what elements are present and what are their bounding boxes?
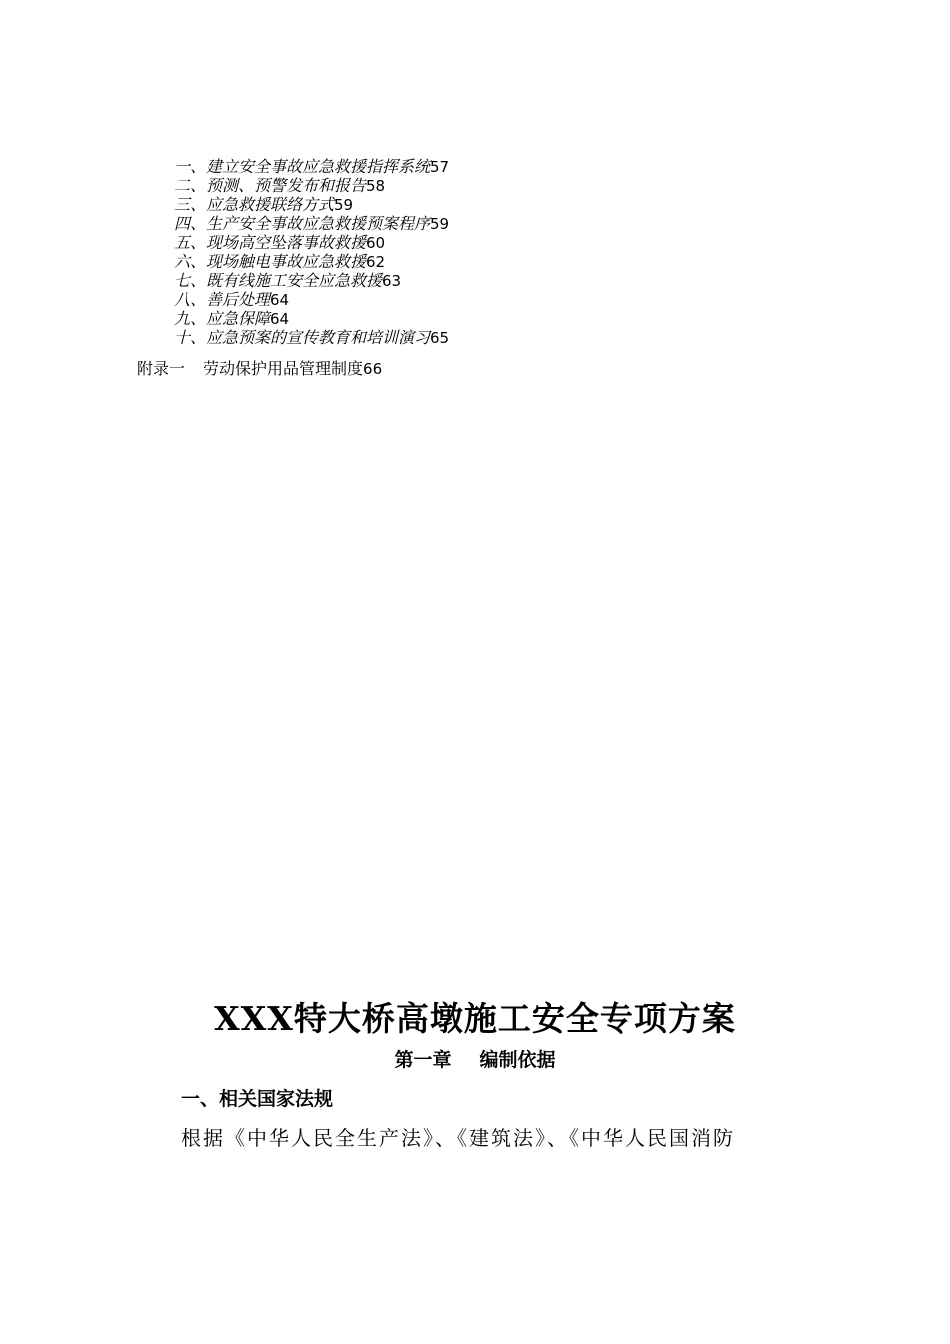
toc-entry-page: 58 — [366, 177, 386, 195]
document-title: XXX特大桥高墩施工安全专项方案 — [214, 999, 736, 1038]
toc-entry[interactable] — [0, 195, 950, 214]
toc-entry[interactable] — [0, 271, 950, 290]
chapter-title: 编制依据 — [479, 1049, 556, 1071]
toc-entry-page: 65 — [430, 329, 450, 347]
toc-entry-text: 六、现场触电事故应急救援 — [174, 252, 367, 271]
toc-entry-page: 64 — [270, 310, 290, 328]
appendix-page: 66 — [363, 360, 383, 378]
chapter-label: 第一章 — [394, 1049, 452, 1071]
toc-entry-page: 59 — [430, 215, 450, 233]
toc-entry-text: 三、应急救援联络方式 — [174, 195, 335, 214]
chapter-heading — [0, 1046, 950, 1074]
toc-appendix-entry[interactable] — [137, 358, 382, 380]
toc-entry[interactable] — [0, 233, 950, 252]
toc-entry[interactable] — [0, 290, 950, 309]
toc-entry-text: 十、应急预案的宣传教育和培训演习 — [174, 328, 431, 347]
toc-entry[interactable] — [0, 157, 950, 176]
toc-entry[interactable] — [0, 176, 950, 195]
appendix-title: 劳动保护用品管理制度 — [203, 359, 364, 378]
toc-entry-text: 四、生产安全事故应急救援预案程序 — [174, 214, 431, 233]
toc-entry[interactable] — [0, 214, 950, 233]
toc-entry-page: 59 — [334, 196, 354, 214]
toc-entry-page: 63 — [382, 272, 402, 290]
toc-entry-page: 60 — [366, 234, 386, 252]
section-heading: 一、相关国家法规 — [181, 1088, 334, 1110]
table-of-contents — [0, 157, 950, 347]
toc-entry-text: 一、建立安全事故应急救援指挥系统 — [174, 157, 431, 176]
toc-entry-page: 64 — [270, 291, 290, 309]
toc-entry-text: 九、应急保障 — [174, 309, 271, 328]
toc-entry-text: 八、善后处理 — [174, 290, 271, 309]
toc-entry[interactable] — [0, 309, 950, 328]
toc-entry[interactable] — [0, 252, 950, 271]
toc-entry-text: 二、预测、预警发布和报告 — [174, 176, 367, 195]
toc-entry[interactable] — [0, 328, 950, 347]
toc-entry-text: 七、既有线施工安全应急救援 — [174, 271, 383, 290]
toc-entry-page: 62 — [366, 253, 386, 271]
body-paragraph: 根据《中华人民全生产法》、《建筑法》、《中华人民国消防 — [181, 1126, 735, 1150]
toc-entry-page: 57 — [430, 158, 450, 176]
appendix-label: 附录一 — [137, 359, 186, 378]
toc-entry-text: 五、现场高空坠落事故救援 — [174, 233, 367, 252]
